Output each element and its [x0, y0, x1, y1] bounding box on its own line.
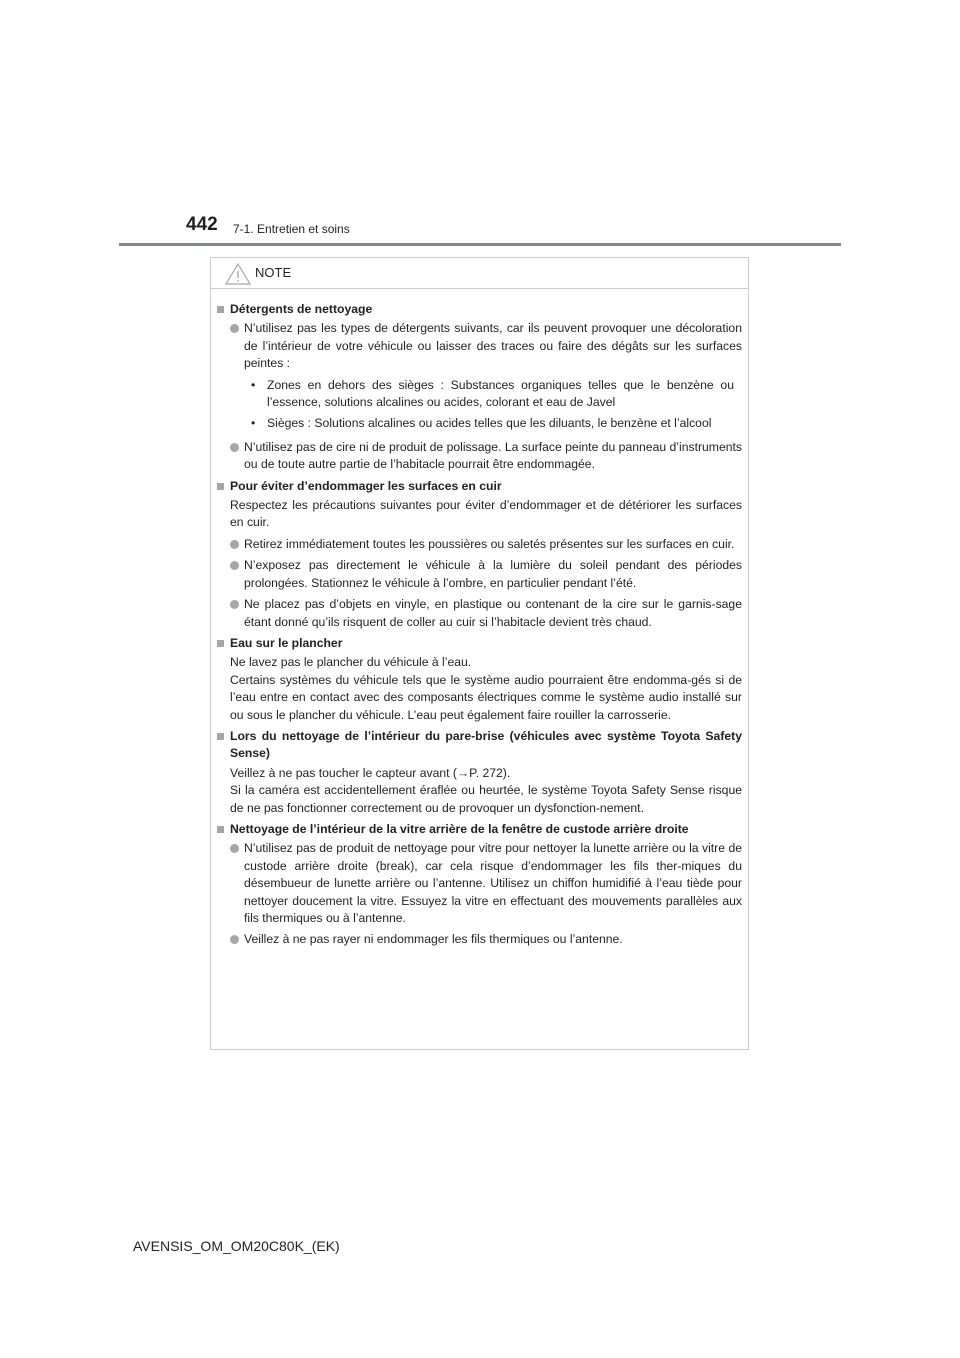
circle-bullet-icon	[230, 561, 239, 570]
section-text: Certains systèmes du véhicule tels que le système audio pourraient être endomma-gés si de l’eau entre en contact avec des composants électriques comme le système audio installé sur ou sous le plancher du véhicule. L’eau peut également faire rouiller la carrosserie.	[230, 672, 742, 722]
section-heading: Pour éviter d’endommager les surfaces en cuir	[217, 478, 742, 495]
circle-bullet-icon	[230, 540, 239, 549]
section-intro: Veillez à ne pas toucher le capteur avant (→P. 272).	[230, 765, 511, 780]
circle-bullet-icon	[230, 324, 239, 333]
circle-bullet-icon	[230, 844, 239, 853]
list-item: N’utilisez pas les types de détergents suivants, car ils peuvent provoquer une décoloration de l’intérieur de votre véhicule ou laisser des traces ou faire des dégâts sur les surfaces peintes :	[230, 320, 742, 372]
note-section-rear-window	[217, 821, 742, 949]
note-label: NOTE	[255, 265, 292, 280]
square-bullet-icon	[217, 306, 224, 313]
list-item: N’exposez pas directement le véhicule à la lumière du soleil pendant des périodes prolongées. Stationnez le véhicule à l’ombre, en particulier pendant l’été.	[230, 557, 742, 592]
square-bullet-icon	[217, 640, 224, 647]
note-section-windshield	[217, 728, 742, 817]
note-body	[211, 289, 748, 949]
section-intro: Respectez les précautions suivantes pour éviter d’endommager et de détériorer les surfaces en cuir.	[230, 498, 742, 530]
circle-bullet-icon	[230, 935, 239, 944]
list-item: Ne placez pas d’objets en vinyle, en plastique ou contenant de la cire sur le garnis-sage étant donné qu’ils risquent de coller au cuir si l’habitacle devient très chaud.	[230, 596, 742, 631]
note-header	[211, 258, 748, 289]
note-section-leather	[217, 478, 742, 631]
list-item: N’utilisez pas de produit de nettoyage pour vitre pour nettoyer la lunette arrière ou la vitre de custode arrière droite (break), car cela risque d’endommager les fils ther-miques du désembueur de lunette arrière ou l’antenne. Utilisez un chiffon humidifié à l’eau tiède pour nettoyer doucement la vitre. Essuyez la vitre en effectuant des mouvements parallèles aux fils thermiques ou à l’antenne.	[230, 840, 742, 927]
square-bullet-icon	[217, 733, 224, 740]
list-item: N’utilisez pas de cire ni de produit de polissage. La surface peinte du panneau d’instruments ou de toute autre partie de l’habitacle pourrait être endommagée.	[230, 439, 742, 474]
page-number: 442	[186, 214, 218, 235]
sub-list-item: • Sièges : Solutions alcalines ou acides telles que les diluants, le benzène et l’alcool	[251, 416, 712, 431]
section-text: Si la caméra est accidentellement éraflée ou heurtée, le système Toyota Safety Sense risque de ne pas fonctionner correctement ou de provoquer un dysfonction-nement.	[230, 783, 742, 815]
section-heading: Lors du nettoyage de l’intérieur du pare-brise (véhicules avec système Toyota Safety Sense)	[217, 728, 742, 763]
circle-bullet-icon	[230, 600, 239, 609]
section-title: 7-1. Entretien et soins	[233, 222, 350, 236]
section-heading: Nettoyage de l’intérieur de la vitre arrière de la fenêtre de custode arrière droite	[217, 821, 742, 838]
list-item: Retirez immédiatement toutes les poussières ou saletés présentes sur les surfaces en cuir.	[230, 536, 742, 553]
header-rule	[119, 243, 841, 246]
square-bullet-icon	[217, 483, 224, 490]
section-intro: Ne lavez pas le plancher du véhicule à l’eau.	[230, 655, 472, 670]
note-box	[210, 257, 749, 1050]
footer-manual-code: AVENSIS_OM_OM20C80K_(EK)	[133, 1238, 340, 1254]
note-section-floor-water	[217, 635, 742, 724]
list-item: Veillez à ne pas rayer ni endommager les fils thermiques ou l’antenne.	[230, 931, 742, 948]
circle-bullet-icon	[230, 443, 239, 452]
square-bullet-icon	[217, 826, 224, 833]
section-heading: Détergents de nettoyage	[217, 301, 742, 318]
section-heading: Eau sur le plancher	[217, 635, 742, 652]
warning-triangle-icon	[225, 263, 251, 285]
note-section-detergents	[217, 301, 742, 474]
sub-list-item: • Zones en dehors des sièges : Substances organiques telles que le benzène ou l’essence, solutions alcalines ou acides, colorant et eau de Javel	[251, 377, 734, 410]
